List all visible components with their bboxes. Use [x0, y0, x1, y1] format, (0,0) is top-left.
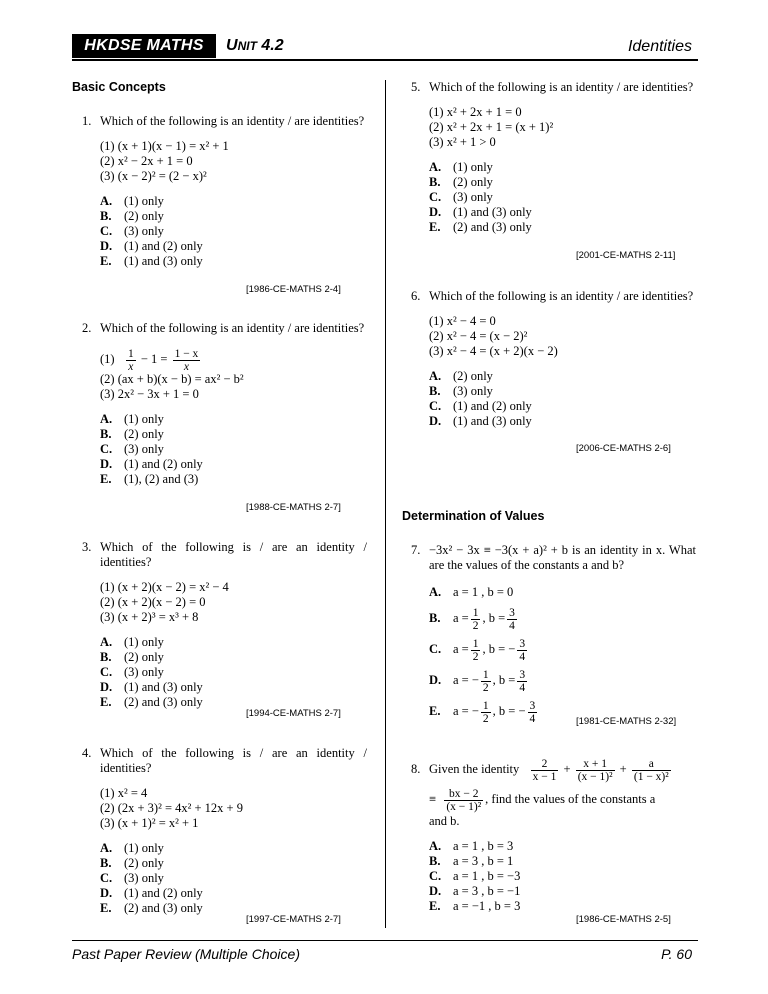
header-rule: [72, 59, 698, 61]
options: [429, 581, 696, 727]
question-2: 2. Which of the following is an identity / are identities? (1) $\frac{1}{x}$ − 1 = $\frac{1 - x}{x}$ (2) (ax + b)(x − b) = ax² − b² (3) 2x² − 3x + 1 = 0 A. (1) only B. (2) only C. (3) only D. (1) and (2) only E. (1), (2) and (3): [82, 321, 367, 487]
options: [100, 841, 367, 916]
option-b[interactable]: B. (2) only: [100, 856, 164, 870]
option-c[interactable]: C. (3) only: [100, 871, 164, 885]
option-a[interactable]: A. (2) only: [429, 369, 493, 383]
option-c[interactable]: C. a = 1 , b = −3: [429, 869, 521, 883]
question-1: 1. Which of the following is an identity / are identities? (1) (x + 1)(x − 1) = x² + 1 (2) x² − 2x + 1 = 0 (3) (x − 2)² = (2 − x)² A. (1) only B. (2) only C. (3) only D. (1) and (2) only E. (1) and (3) only: [82, 114, 367, 269]
option-b[interactable]: B. (2) only: [100, 650, 164, 664]
option-e[interactable]: E. (2) and (3) only: [429, 220, 532, 234]
option-b[interactable]: B. (3) only: [429, 384, 493, 398]
option-a[interactable]: A. a = 1 , b = 0: [429, 585, 514, 599]
source-q3: [1994-CE-MATHS 2-7]: [246, 708, 341, 719]
page-number: P. 60: [661, 946, 692, 962]
option-c[interactable]: C. (3) only: [100, 442, 164, 456]
footer-title: Past Paper Review (Multiple Choice): [72, 946, 300, 962]
options: [429, 369, 696, 429]
options: [100, 635, 367, 710]
statements: (1) x² = 4 (2) (2x + 3)² = 4x² + 12x + 9 (3) (x + 1)² = x² + 1: [100, 786, 243, 830]
option-e[interactable]: E. a = −1 , b = 3: [429, 899, 521, 913]
question-7: 7. −3x² − 3x ≡ −3(x + a)² + b is an identity in x. What are the values of the constants a and b? A. a = 1 , b = 0 B. a = $\frac{1}{2}$ , b = $\frac{3}{4}$ C. a = $\frac{1}{2}$ , b = − $\frac{3}{4}$ D. a = − $\frac{1}{2}$ , b = $\frac{3}{4}$ E. a = − $\frac{1}{2}$ , b = − $\frac{3}{4}$: [411, 543, 696, 727]
column-divider: [385, 80, 386, 928]
option-b[interactable]: B. (2) only: [429, 175, 493, 189]
source-q4: [1997-CE-MATHS 2-7]: [246, 914, 341, 925]
topic-title: Identities: [627, 38, 692, 55]
option-a[interactable]: A. (1) only: [100, 412, 164, 426]
section-basic-concepts: Basic Concepts: [72, 80, 166, 94]
unit-label: UNIT 4.2: [226, 37, 284, 54]
section-determination-of-values: Determination of Values: [402, 509, 545, 523]
source-q8: [1986-CE-MATHS 2-5]: [576, 914, 671, 925]
statements: (1) (x + 1)(x − 1) = x² + 1 (2) x² − 2x + 1 = 0 (3) (x − 2)² = (2 − x)²: [100, 139, 229, 183]
source-q2: [1988-CE-MATHS 2-7]: [246, 502, 341, 513]
option-e[interactable]: E. (1) and (3) only: [100, 254, 203, 268]
option-d[interactable]: D. a = 3 , b = −1: [429, 884, 521, 898]
question-4: 4. Which of the following is / are an identity / identities? (1) x² = 4 (2) (2x + 3)² = 4x² + 12x + 9 (3) (x + 1)² = x² + 1 A. (1) only B. (2) only C. (3) only D. (1) and (2) only E. (2) and (3) only: [82, 746, 367, 915]
options: [100, 194, 367, 269]
option-b[interactable]: B. (2) only: [100, 427, 164, 441]
option-c[interactable]: C. (3) only: [100, 665, 164, 679]
option-e[interactable]: E. (2) and (3) only: [100, 901, 203, 915]
source-q1: [1986-CE-MATHS 2-4]: [246, 284, 341, 295]
option-e[interactable]: E. (1), (2) and (3): [100, 472, 199, 486]
option-b[interactable]: B. a = $\frac{1}{2}$ , b = $\frac{3}{4}$: [429, 606, 515, 632]
option-c[interactable]: C. (1) and (2) only: [429, 399, 532, 413]
statements: (1) x² − 4 = 0 (2) x² − 4 = (x − 2)² (3) x² − 4 = (x + 2)(x − 2): [429, 314, 558, 358]
option-b[interactable]: B. (2) only: [100, 209, 164, 223]
course-title: HKDSE MATHS: [72, 34, 216, 58]
option-c[interactable]: C. a = $\frac{1}{2}$ , b = − $\frac{3}{4}$: [429, 637, 526, 663]
option-e[interactable]: E. (2) and (3) only: [100, 695, 203, 709]
source-q6: [2006-CE-MATHS 2-6]: [576, 443, 671, 454]
option-a[interactable]: A. (1) only: [100, 635, 164, 649]
option-d[interactable]: D. (1) and (2) only: [100, 886, 203, 900]
question-6: 6. Which of the following is an identity / are identities? (1) x² − 4 = 0 (2) x² − 4 = (x − 2)² (3) x² − 4 = (x + 2)(x − 2) A. (2) only B. (3) only C. (1) and (2) only D. (1) and (3) only: [411, 289, 696, 429]
option-a[interactable]: A. (1) only: [429, 160, 493, 174]
option-d[interactable]: D. (1) and (3) only: [429, 414, 532, 428]
source-q5: [2001-CE-MATHS 2-11]: [576, 250, 676, 261]
option-d[interactable]: D. (1) and (2) only: [100, 457, 203, 471]
footer-rule: [72, 940, 698, 941]
options: [429, 839, 701, 914]
question-3: 3. Which of the following is / are an identity / identities? (1) (x + 2)(x − 2) = x² − 4 (2) (x + 2)(x − 2) = 0 (3) (x + 2)³ = x³ + 8 A. (1) only B. (2) only C. (3) only D. (1) and (3) only E. (2) and (3) only: [82, 540, 367, 709]
question-8: 8. Given the identity $\frac{2}{x - 1}$ + $\frac{x + 1}{\text{(x − 1)²}}$ + $\frac{a}{\text{(1 − x)²}}$ ≡ $\frac{bx - 2}{\text{(x − 1)²}}$ , find the values of the constants a and b. A. a = 1 , b = 3 B. a = 3 , b = 1 C. a = 1 , b = −3 D. a = 3 , b = −1 E. a = −1 , b = 3: [411, 754, 701, 914]
page-header: [72, 34, 698, 58]
option-d[interactable]: D. a = − $\frac{1}{2}$ , b = $\frac{3}{4}$: [429, 668, 526, 694]
question-5: 5. Which of the following is an identity / are identities? (1) x² + 2x + 1 = 0 (2) x² + 2x + 1 = (x + 1)² (3) x² + 1 > 0 A. (1) only B. (2) only C. (3) only D. (1) and (3) only E. (2) and (3) only: [411, 80, 696, 235]
option-d[interactable]: D. (1) and (2) only: [100, 239, 203, 253]
option-a[interactable]: A. (1) only: [100, 841, 164, 855]
statements: (1) x² + 2x + 1 = 0 (2) x² + 2x + 1 = (x + 1)² (3) x² + 1 > 0: [429, 105, 554, 149]
options: [100, 412, 367, 487]
option-d[interactable]: D. (1) and (3) only: [429, 205, 532, 219]
option-b[interactable]: B. a = 3 , b = 1: [429, 854, 514, 868]
option-e[interactable]: E. a = − $\frac{1}{2}$ , b = − $\frac{3}{4}$: [429, 699, 536, 725]
option-d[interactable]: D. (1) and (3) only: [100, 680, 203, 694]
option-a[interactable]: A. a = 1 , b = 3: [429, 839, 514, 853]
options: [429, 160, 696, 235]
option-c[interactable]: C. (3) only: [100, 224, 164, 238]
option-c[interactable]: C. (3) only: [429, 190, 493, 204]
statements: (1) (x + 2)(x − 2) = x² − 4 (2) (x + 2)(x − 2) = 0 (3) (x + 2)³ = x³ + 8: [100, 580, 229, 624]
statements: (1) $\frac{1}{x}$ − 1 = $\frac{1 - x}{x}$ (2) (ax + b)(x − b) = ax² − b² (3) 2x² − 3x + 1 = 0: [100, 347, 244, 401]
source-q7: [1981-CE-MATHS 2-32]: [576, 716, 677, 727]
option-a[interactable]: A. (1) only: [100, 194, 164, 208]
